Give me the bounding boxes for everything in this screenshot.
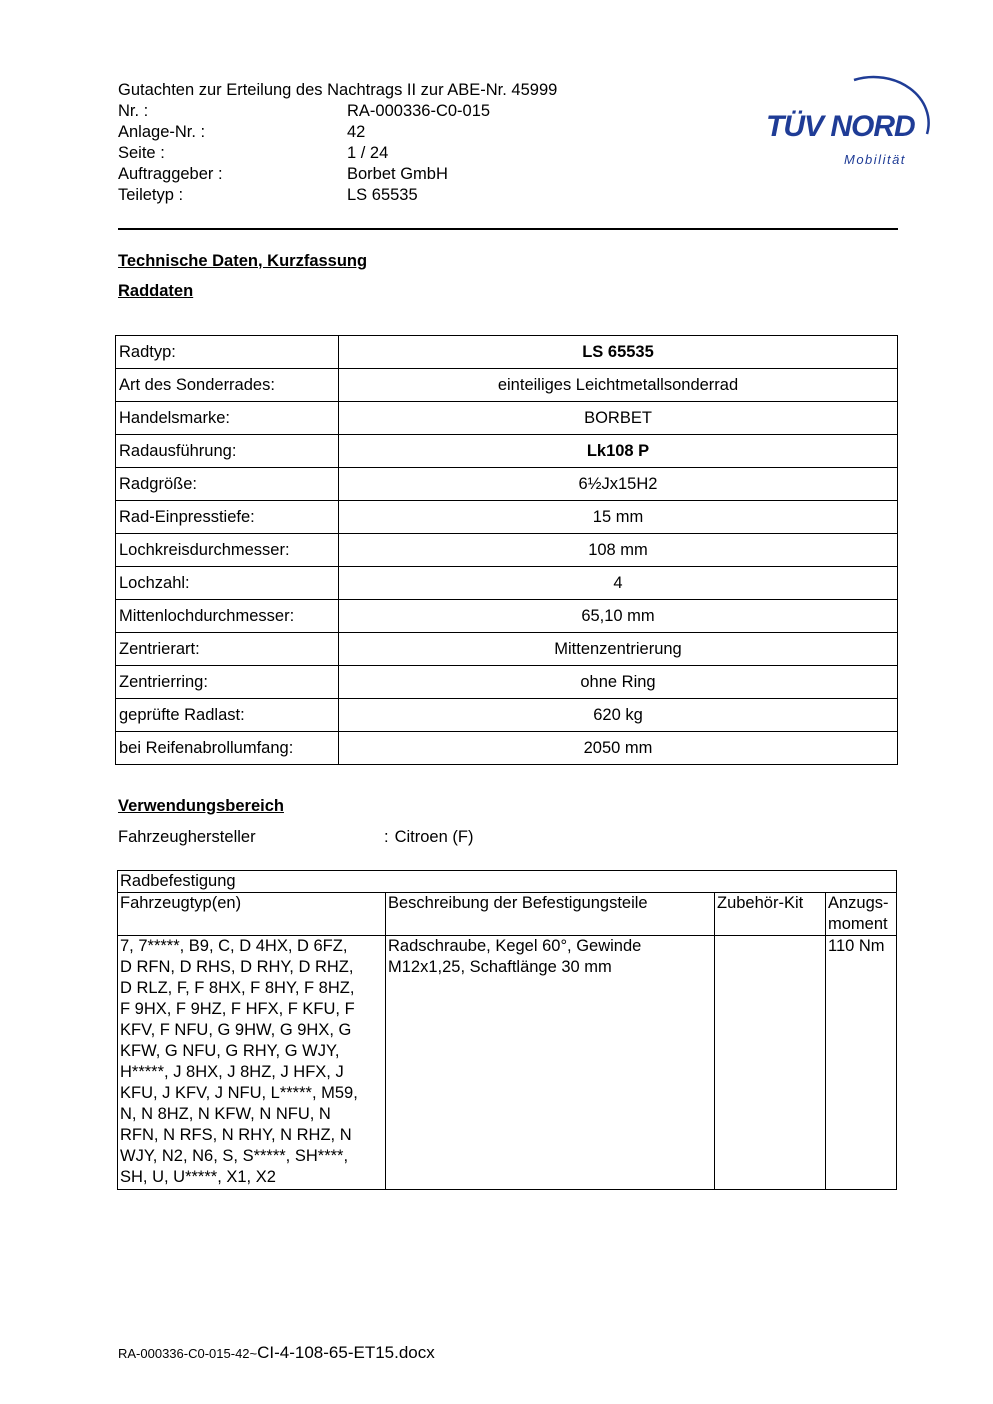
manufacturer-value: Citroen (F) [394, 828, 474, 846]
header-key: Auftraggeber : [118, 165, 223, 183]
logo-brand-text: TÜV NORD [766, 110, 915, 143]
raddaten-label: bei Reifenabrollumfang: [116, 732, 339, 765]
vehicle-types-line: N, N 8HZ, N KFW, N NFU, N [120, 1105, 331, 1123]
footer-file-name: CI-4-108-65-ET15.docx [257, 1343, 435, 1362]
page-footer [118, 1343, 435, 1363]
header-value: 1 / 24 [347, 144, 389, 162]
col-header-types: Fahrzeugtyp(en) [118, 893, 386, 936]
col-header-moment-line1: Anzugs- [828, 894, 889, 912]
header-key: Seite : [118, 144, 165, 162]
raddaten-value: BORBET [339, 402, 898, 435]
col-header-kit: Zubehör-Kit [715, 893, 826, 936]
manufacturer-line [118, 828, 473, 847]
raddaten-label: Lochzahl: [116, 567, 339, 600]
raddaten-label: Art des Sonderrades: [116, 369, 339, 402]
raddaten-row [116, 336, 898, 369]
accessory-kit-cell [715, 936, 826, 1190]
raddaten-value: 65,10 mm [339, 600, 898, 633]
header-key: Anlage-Nr. : [118, 123, 206, 141]
befestigung-table [117, 870, 897, 1190]
vehicle-types-line: RFN, N RFS, N RHY, N RHZ, N [120, 1126, 352, 1144]
raddaten-value: 4 [339, 567, 898, 600]
fastener-description-cell [386, 936, 715, 1190]
raddaten-row [116, 534, 898, 567]
raddaten-label: geprüfte Radlast: [116, 699, 339, 732]
raddaten-value: 108 mm [339, 534, 898, 567]
raddaten-row [116, 468, 898, 501]
vehicle-types-line: F 9HX, F 9HZ, F HFX, F KFU, F [120, 1000, 355, 1018]
footer-doc-number: RA-000336-C0-015-42~ [118, 1346, 258, 1361]
raddaten-label: Zentrierart: [116, 633, 339, 666]
document-header [118, 80, 557, 206]
header-value: Borbet GmbH [347, 165, 448, 183]
raddaten-label: Radtyp: [116, 336, 339, 369]
vehicle-types-line: KFW, G NFU, G RHY, G WJY, [120, 1042, 340, 1060]
raddaten-row [116, 501, 898, 534]
header-key: Nr. : [118, 102, 149, 120]
befestigung-title: Radbefestigung [118, 871, 897, 893]
raddaten-value: 6½Jx15H2 [339, 468, 898, 501]
vehicle-types-line: KFU, J KFV, J NFU, L*****, M59, [120, 1084, 358, 1102]
manufacturer-separator: : [384, 828, 389, 846]
raddaten-value: 620 kg [339, 699, 898, 732]
section-verwendung-heading: Verwendungsbereich [118, 797, 284, 815]
raddaten-label: Mittenlochdurchmesser: [116, 600, 339, 633]
header-key: Teiletyp : [118, 186, 184, 204]
vehicle-types-line: D RFN, D RHS, D RHY, D RHZ, [120, 958, 354, 976]
raddaten-row [116, 567, 898, 600]
header-row-nr [118, 101, 557, 122]
section-tech-heading: Technische Daten, Kurzfassung [118, 252, 368, 270]
raddaten-row [116, 402, 898, 435]
fastener-description-line: M12x1,25, Schaftlänge 30 mm [388, 958, 612, 976]
raddaten-label: Rad-Einpresstiefe: [116, 501, 339, 534]
raddaten-value: 15 mm [339, 501, 898, 534]
header-value: 42 [347, 123, 366, 141]
raddaten-label: Zentrierring: [116, 666, 339, 699]
befestigung-data-row [118, 936, 897, 1190]
raddaten-value: Mittenzentrierung [339, 633, 898, 666]
section-raddaten-heading: Raddaten [118, 282, 194, 300]
befestigung-title-row [118, 871, 897, 893]
header-value: RA-000336-C0-015 [347, 102, 491, 120]
raddaten-label: Radausführung: [116, 435, 339, 468]
vehicle-types-line: WJY, N2, N6, S, S*****, SH****, [120, 1147, 349, 1165]
raddaten-label: Lochkreisdurchmesser: [116, 534, 339, 567]
raddaten-row [116, 600, 898, 633]
torque-cell: 110 Nm [826, 936, 897, 1190]
manufacturer-label: Fahrzeughersteller [118, 828, 256, 846]
befestigung-header-row [118, 893, 897, 936]
vehicle-types-line: H*****, J 8HX, J 8HZ, J HFX, J [120, 1063, 344, 1081]
document-title: Gutachten zur Erteilung des Nachtrags II zur ABE-Nr. 45999 [118, 81, 558, 99]
raddaten-value: ohne Ring [339, 666, 898, 699]
vehicle-types-line: KFV, F NFU, G 9HW, G 9HX, G [120, 1021, 352, 1039]
tuev-nord-logo [762, 56, 942, 171]
vehicle-types-cell [118, 936, 386, 1190]
vehicle-types-line: SH, U, U*****, X1, X2 [120, 1168, 276, 1186]
header-row-anlage [118, 122, 557, 143]
header-row-auftraggeber [118, 164, 557, 185]
raddaten-row [116, 369, 898, 402]
vehicle-types-line: 7, 7*****, B9, C, D 4HX, D 6FZ, [120, 937, 348, 955]
raddaten-value: 2050 mm [339, 732, 898, 765]
raddaten-value: LS 65535 [339, 336, 898, 369]
header-row-teiletyp [118, 185, 557, 206]
col-header-moment-line2: moment [828, 915, 888, 933]
fastener-description-line: Radschraube, Kegel 60°, Gewinde [388, 937, 642, 955]
col-header-moment [826, 893, 897, 936]
raddaten-label: Handelsmarke: [116, 402, 339, 435]
raddaten-row [116, 732, 898, 765]
raddaten-value: einteiliges Leichtmetallsonderrad [339, 369, 898, 402]
raddaten-row [116, 435, 898, 468]
header-value: LS 65535 [347, 186, 418, 204]
raddaten-table [115, 335, 898, 765]
header-divider [118, 228, 898, 230]
col-header-desc: Beschreibung der Befestigungsteile [386, 893, 715, 936]
raddaten-row [116, 699, 898, 732]
raddaten-value: Lk108 P [339, 435, 898, 468]
raddaten-label: Radgröße: [116, 468, 339, 501]
logo-sub-text: Mobilität [844, 152, 906, 167]
header-row-seite [118, 143, 557, 164]
raddaten-row [116, 666, 898, 699]
raddaten-row [116, 633, 898, 666]
vehicle-types-line: D RLZ, F, F 8HX, F 8HY, F 8HZ, [120, 979, 355, 997]
